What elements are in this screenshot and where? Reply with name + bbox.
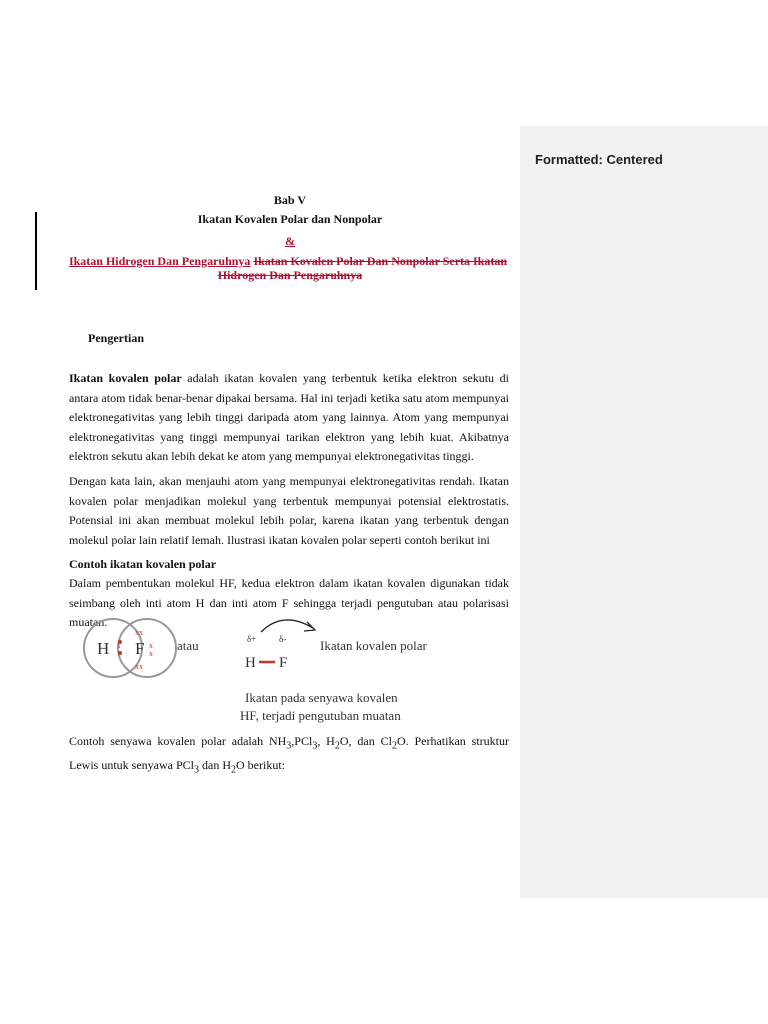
atom-f-circle	[118, 619, 176, 677]
molecule-f: F	[279, 655, 288, 671]
closing-text-5: O. Perhatikan struktur Lewis untuk senyawa PCl	[69, 734, 509, 772]
atom-h-label: H	[97, 639, 110, 658]
closing-text-4: O, dan Cl	[339, 734, 392, 748]
comment-label: Formatted: Centered	[535, 152, 663, 167]
paragraph-1	[69, 369, 509, 467]
delta-minus: δ-	[279, 634, 287, 644]
delta-plus: δ+	[247, 634, 257, 644]
example-heading: Contoh ikatan kovalen polar	[69, 557, 217, 571]
figure-caption-line1: Ikatan pada senyawa kovalen	[245, 690, 398, 705]
subscript: 3	[312, 740, 318, 752]
subscript: 2	[334, 740, 340, 752]
hf-polar-bond-figure	[75, 612, 445, 727]
electron-right-2: x	[149, 649, 153, 658]
deleted-title-line2: Hidrogen Dan Pengaruhnya	[217, 268, 363, 282]
atom-h-circle	[84, 619, 145, 677]
electron-right-1: x	[149, 641, 153, 650]
ampersand-insertion: &	[285, 234, 295, 248]
change-bar	[35, 212, 37, 290]
closing-text-3: , H	[317, 734, 335, 748]
inserted-title: Ikatan Hidrogen Dan Pengaruhnya	[68, 254, 251, 268]
electron-dot-2	[118, 651, 122, 655]
polar-arrow	[261, 620, 313, 632]
atau-label: atau	[177, 638, 199, 653]
closing-paragraph	[69, 732, 509, 780]
atom-f-label: F	[135, 639, 145, 658]
closing-text-6: dan H	[199, 757, 231, 772]
paragraph-2: Dengan kata lain, akan menjauhi atom yang mempunyai elektronegativitas rendah. Ikatan kovalen polar menjadikan molekul yang terbentuk mempunyai potensial elektrostatis. Potensial ini akan membuat molekul lebih polar, karena ikatan yang terbentuk dengan molekul polar lain relatif lemah. Ilustrasi ikatan kovalen polar seperti contoh berikut ini	[69, 474, 509, 547]
closing-text-2: ,PCl	[291, 734, 313, 748]
revised-title-line1	[48, 254, 528, 269]
electrons-top: xx	[135, 628, 143, 637]
subscript: 2	[231, 764, 236, 776]
section-heading: Pengertian	[88, 331, 144, 345]
closing-text-1: Contoh senyawa kovalen polar adalah NH	[69, 734, 287, 748]
subscript: 3	[286, 740, 292, 752]
subscript: 3	[194, 764, 199, 776]
electron-left-1: x	[117, 642, 121, 650]
figure-caption-line2: HF, terjadi pengutuban muatan	[240, 708, 401, 723]
molecule-h: H	[245, 655, 256, 671]
paragraph-1-text: adalah ikatan kovalen yang terbentuk ketika elektron sekutu di antara atom tidak benar-benar dipakai bersama. Hal ini terjadi ketika satu atom mempunyai elektronegativitas yang lebih tinggi daripada atom yang lainnya. Atom yang mempunyai elektronegativitas yang tinggi mempunyai tarikan elektron yang lebih kuat. Akibatnya elektron sekutu akan lebih dekat ke atom yang mempunyai elektronegativitas tinggi.	[69, 371, 510, 463]
bond-label: Ikatan kovalen polar	[320, 638, 427, 653]
comment-pane	[520, 126, 768, 898]
chapter-title: Bab V	[273, 193, 307, 207]
paragraph-1-bold: Ikatan kovalen polar	[69, 371, 182, 385]
subscript: 2	[391, 740, 397, 752]
main-title: Ikatan Kovalen Polar dan Nonpolar	[197, 212, 383, 226]
deleted-title-line1: Ikatan Kovalen Polar Dan Nonpolar Serta Ikatan	[253, 254, 508, 268]
electrons-bottom: xx	[135, 662, 143, 671]
paragraph-3: Dalam pembentukan molekul HF, kedua elektron dalam ikatan kovalen digunakan tidak seimbang oleh inti atom H dan inti atom F sehingga terjadi pengutuban atau polarisasi muatan.	[69, 576, 509, 629]
closing-text-7: O berikut:	[236, 757, 285, 772]
